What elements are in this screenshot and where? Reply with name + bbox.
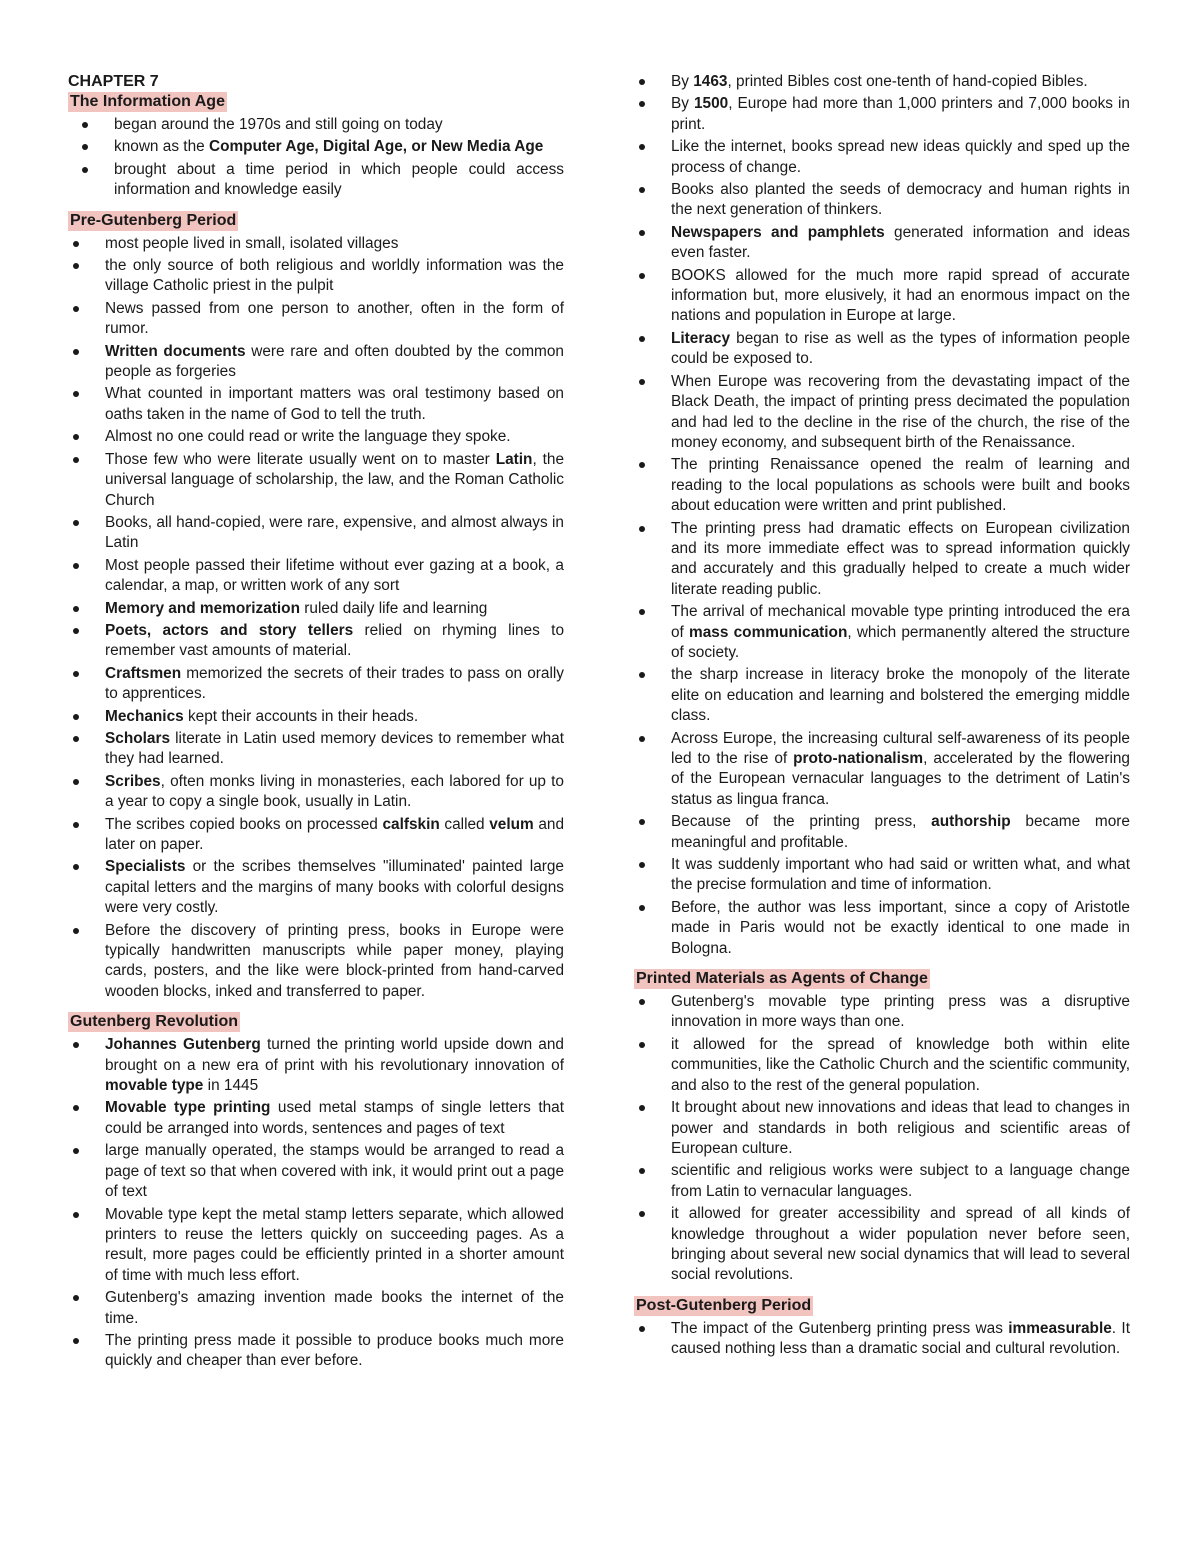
list-item: By 1463, printed Bibles cost one-tenth of hand-copied Bibles. xyxy=(634,72,1130,92)
list-item: By 1500, Europe had more than 1,000 printers and 7,000 books in print. xyxy=(634,94,1130,135)
list-item: Newspapers and pamphlets generated information and ideas even faster. xyxy=(634,223,1130,264)
list-item: large manually operated, the stamps would be arranged to read a page of text so that when covered with ink, it would print out a page of text xyxy=(68,1141,564,1202)
bullet-icon xyxy=(639,230,645,236)
list-item: It was suddenly important who had said or written what, and what the precise formulation and time of information. xyxy=(634,855,1130,896)
bullet-icon xyxy=(639,187,645,193)
list-item: scientific and religious works were subject to a language change from Latin to vernacular languages. xyxy=(634,1161,1130,1202)
list-information-age xyxy=(68,115,564,201)
bullet-icon xyxy=(639,999,645,1005)
bullet-icon xyxy=(639,79,645,85)
bullet-icon xyxy=(639,1211,645,1217)
list-item: Books also planted the seeds of democracy and human rights in the next generation of thinkers. xyxy=(634,180,1130,221)
list-item: the sharp increase in literacy broke the monopoly of the literate elite on education and learning and bolstered the emerging middle class. xyxy=(634,665,1130,726)
bullet-icon xyxy=(639,862,645,868)
list-item: The arrival of mechanical movable type printing introduced the era of mass communication, which permanently altered the structure of society. xyxy=(634,602,1130,663)
list-item: Before, the author was less important, since a copy of Aristotle made in Paris would not be exactly identical to one made in Bologna. xyxy=(634,898,1130,959)
bullet-icon xyxy=(73,928,79,934)
list-item: Mechanics kept their accounts in their heads. xyxy=(68,707,564,727)
bullet-icon xyxy=(73,434,79,440)
bullet-icon xyxy=(639,609,645,615)
list-item: Movable type kept the metal stamp letters separate, which allowed printers to reuse the letters quickly on succeeding pages. As a result, more pages could be efficiently printed in a shorter amount of time with much less effort. xyxy=(68,1205,564,1287)
bullet-icon xyxy=(73,714,79,720)
list-pre-gutenberg xyxy=(68,234,564,1003)
list-item: Like the internet, books spread new ideas quickly and sped up the process of change. xyxy=(634,137,1130,178)
bullet-icon xyxy=(73,864,79,870)
list-item: Before the discovery of printing press, books in Europe were typically handwritten manuscripts while paper money, playing cards, posters, and the like were block-printed from hand-carved wooden blocks, inked and transferred to paper. xyxy=(68,921,564,1003)
list-item: Across Europe, the increasing cultural self-awareness of its people led to the rise of proto-nationalism, accelerated by the flowering of the European vernacular languages to the detriment of Latin's status as lingua franca. xyxy=(634,729,1130,811)
bullet-icon xyxy=(73,606,79,612)
list-item: it allowed for greater accessibility and spread of all kinds of knowledge throughout a wider population never before seen, bringing about several new social dynamics that will lead to several social revolutions. xyxy=(634,1204,1130,1286)
list-item: Scribes, often monks living in monasteries, each labored for up to a year to copy a single book, usually in Latin. xyxy=(68,772,564,813)
bullet-icon xyxy=(73,1295,79,1301)
bullet-icon xyxy=(73,822,79,828)
list-item: most people lived in small, isolated villages xyxy=(68,234,564,254)
list-item: it allowed for the spread of knowledge both within elite communities, like the Catholic Church and the scientific community, and also to the rest of the general population. xyxy=(634,1035,1130,1096)
list-item: Johannes Gutenberg turned the printing world upside down and brought on a new era of print with his revolutionary innovation of movable type in 1445 xyxy=(68,1035,564,1096)
bullet-icon xyxy=(73,241,79,247)
list-post-gutenberg xyxy=(634,1319,1130,1360)
list-item: The impact of the Gutenberg printing press was immeasurable. It caused nothing less than a dramatic social and cultural revolution. xyxy=(634,1319,1130,1360)
list-item: Craftsmen memorized the secrets of their trades to pass on orally to apprentices. xyxy=(68,664,564,705)
list-item: the only source of both religious and worldly information was the village Catholic priest in the pulpit xyxy=(68,256,564,297)
list-item: brought about a time period in which people could access information and knowledge easily xyxy=(68,160,564,201)
list-item: Written documents were rare and often doubted by the common people as forgeries xyxy=(68,342,564,383)
list-item: Gutenberg's amazing invention made books the internet of the time. xyxy=(68,1288,564,1329)
list-item: BOOKS allowed for the much more rapid spread of accurate information but, more elusively, it had an enormous impact on the nations and population in Europe at large. xyxy=(634,266,1130,327)
bullet-icon xyxy=(639,1042,645,1048)
list-item: Most people passed their lifetime without ever gazing at a book, a calendar, a map, or written work of any sort xyxy=(68,556,564,597)
bullet-icon xyxy=(639,1326,645,1332)
right-column xyxy=(634,72,1130,1370)
bullet-icon xyxy=(639,336,645,342)
list-item: Poets, actors and story tellers relied on rhyming lines to remember vast amounts of material. xyxy=(68,621,564,662)
list-printed-materials xyxy=(634,992,1130,1286)
bullet-icon xyxy=(639,526,645,532)
bullet-icon xyxy=(73,1042,79,1048)
list-item: When Europe was recovering from the devastating impact of the Black Death, the impact of printing press decimated the population and had led to the decline in the rise of the church, the rise of the money economy, and subsequent birth of the Renaissance. xyxy=(634,372,1130,454)
list-item: known as the Computer Age, Digital Age, or New Media Age xyxy=(68,137,564,157)
bullet-icon xyxy=(73,563,79,569)
bullet-icon xyxy=(82,144,88,150)
bullet-icon xyxy=(73,628,79,634)
left-column xyxy=(68,72,564,1382)
list-item: Literacy began to rise as well as the types of information people could be exposed to. xyxy=(634,329,1130,370)
bullet-icon xyxy=(82,122,88,128)
bullet-icon xyxy=(73,457,79,463)
list-item: Memory and memorization ruled daily life and learning xyxy=(68,599,564,619)
bullet-icon xyxy=(73,1212,79,1218)
list-item: The scribes copied books on processed calfskin called velum and later on paper. xyxy=(68,815,564,856)
list-item: Scholars literate in Latin used memory devices to remember what they had learned. xyxy=(68,729,564,770)
bullet-icon xyxy=(639,672,645,678)
chapter-title: CHAPTER 7 xyxy=(68,73,159,90)
list-item: Gutenberg's movable type printing press was a disruptive innovation in more ways than one. xyxy=(634,992,1130,1033)
bullet-icon xyxy=(73,736,79,742)
heading-information-age: The Information Age xyxy=(70,93,225,110)
bullet-icon xyxy=(639,819,645,825)
list-item: The printing press had dramatic effects on European civilization and its more immediate effect was to spread information quickly and accurately and this gradually helped to create a much wider literate reading public. xyxy=(634,519,1130,601)
bullet-icon xyxy=(639,101,645,107)
heading-gutenberg-revolution: Gutenberg Revolution xyxy=(70,1013,238,1031)
bullet-icon xyxy=(639,1105,645,1111)
heading-printed-materials: Printed Materials as Agents of Change xyxy=(636,970,928,988)
bullet-icon xyxy=(73,263,79,269)
list-item: began around the 1970s and still going on today xyxy=(68,115,564,135)
bullet-icon xyxy=(73,520,79,526)
bullet-icon xyxy=(639,905,645,911)
list-item: What counted in important matters was oral testimony based on oaths taken in the name of God to tell the truth. xyxy=(68,384,564,425)
list-item: It brought about new innovations and ideas that lead to changes in power and standards in both religious and scientific areas of European culture. xyxy=(634,1098,1130,1159)
list-item: The printing Renaissance opened the realm of learning and reading to the local populations as schools were built and books about education were written and print published. xyxy=(634,455,1130,516)
heading-pre-gutenberg: Pre-Gutenberg Period xyxy=(70,211,237,229)
bullet-icon xyxy=(73,391,79,397)
bullet-icon xyxy=(639,273,645,279)
bullet-icon xyxy=(73,1338,79,1344)
list-item: Specialists or the scribes themselves "illuminated' painted large capital letters and the margins of many books with colorful designs were very costly. xyxy=(68,857,564,918)
bullet-icon xyxy=(639,736,645,742)
list-item: News passed from one person to another, often in the form of rumor. xyxy=(68,299,564,340)
list-gutenberg-revolution xyxy=(68,1035,564,1372)
bullet-icon xyxy=(73,779,79,785)
bullet-icon xyxy=(73,306,79,312)
heading-post-gutenberg: Post-Gutenberg Period xyxy=(636,1296,812,1314)
list-item: Those few who were literate usually went on to master Latin, the universal language of scholarship, the law, and the Roman Catholic Church xyxy=(68,450,564,511)
bullet-icon xyxy=(639,462,645,468)
list-item: Because of the printing press, authorship became more meaningful and profitable. xyxy=(634,812,1130,853)
bullet-icon xyxy=(639,144,645,150)
list-item: Movable type printing used metal stamps of single letters that could be arranged into words, sentences and pages of text xyxy=(68,1098,564,1139)
list-gutenberg-continued xyxy=(634,72,1130,959)
bullet-icon xyxy=(73,671,79,677)
bullet-icon xyxy=(82,167,88,173)
bullet-icon xyxy=(639,1168,645,1174)
bullet-icon xyxy=(639,379,645,385)
bullet-icon xyxy=(73,349,79,355)
bullet-icon xyxy=(73,1148,79,1154)
list-item: The printing press made it possible to produce books much more quickly and cheaper than ever before. xyxy=(68,1331,564,1372)
list-item: Books, all hand-copied, were rare, expensive, and almost always in Latin xyxy=(68,513,564,554)
list-item: Almost no one could read or write the language they spoke. xyxy=(68,427,564,447)
bullet-icon xyxy=(73,1105,79,1111)
